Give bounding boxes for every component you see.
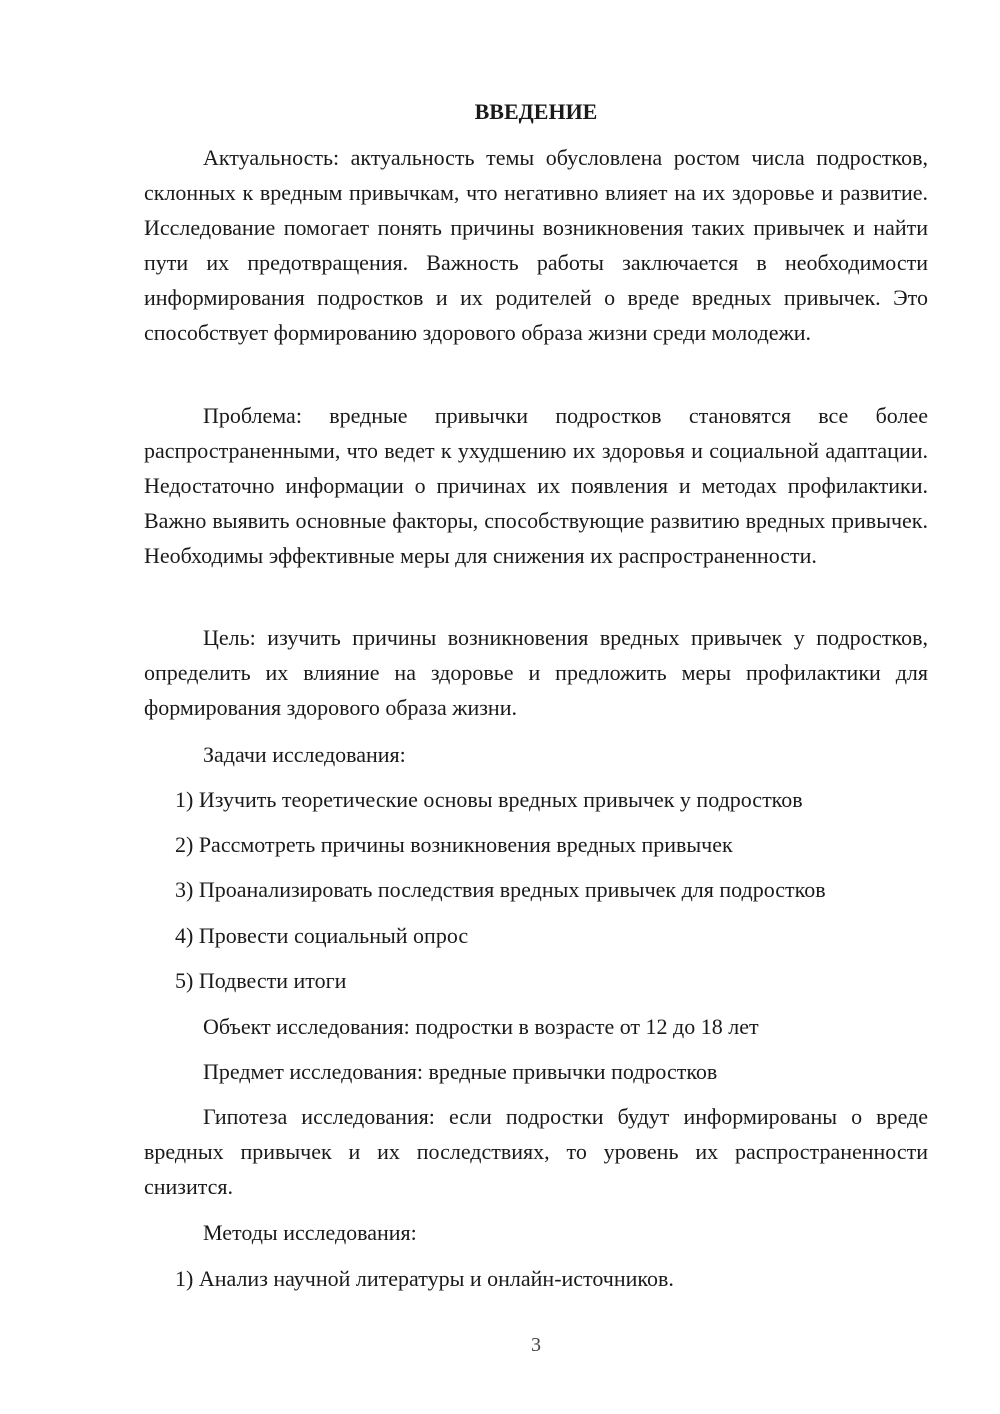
research-subject: Предмет исследования: вредные привычки подростков	[203, 1059, 718, 1084]
method-item-1: 1) Анализ научной литературы и онлайн-источников.	[175, 1266, 674, 1291]
task-item-2: 2) Рассмотреть причины возникновения вредных привычек	[175, 832, 733, 857]
task-item-5: 5) Подвести итоги	[175, 968, 347, 993]
page-title: ВВЕДЕНИЕ	[474, 99, 598, 124]
task-item-3: 3) Проанализировать последствия вредных привычек для подростков	[175, 877, 826, 902]
hypothesis-paragraph: Гипотеза исследования: если подростки будут информированы о вреде вредных привычек и их последствиях, то уровень их распространенности снизится.	[144, 1104, 928, 1199]
task-item-1: 1) Изучить теоретические основы вредных привычек у подростков	[175, 787, 803, 812]
task-item-4: 4) Провести социальный опрос	[175, 923, 469, 948]
research-object: Объект исследования: подростки в возрасте от 12 до 18 лет	[203, 1014, 759, 1039]
problem-paragraph: Проблема: вредные привычки подростков становятся все более распространенными, что ведет к ухудшению их здоровья и социальной адаптации. Недостаточно информации о причинах их появления и методах профилактики. Важно выявить основные факторы, способствующие развитию вредных привычек. Необходимы эффективные меры для снижения их распространенности.	[144, 403, 928, 568]
methods-heading: Методы исследования:	[203, 1220, 417, 1245]
goal-paragraph: Цель: изучить причины возникновения вредных привычек у подростков, определить их влияние на здоровье и предложить меры профилактики для формирования здорового образа жизни.	[144, 625, 928, 720]
tasks-heading: Задачи исследования:	[203, 742, 406, 767]
page-number: 3	[531, 1334, 541, 1356]
relevance-paragraph: Актуальность: актуальность темы обусловлена ростом числа подростков, склонных к вредным привычкам, что негативно влияет на их здоровье и развитие. Исследование помогает понять причины возникновения таких привычек и найти пути их предотвращения. Важность работы заключается в необходимости информирования подростков и их родителей о вреде вредных привычек. Это способствует формированию здорового образа жизни среди молодежи.	[144, 145, 928, 345]
